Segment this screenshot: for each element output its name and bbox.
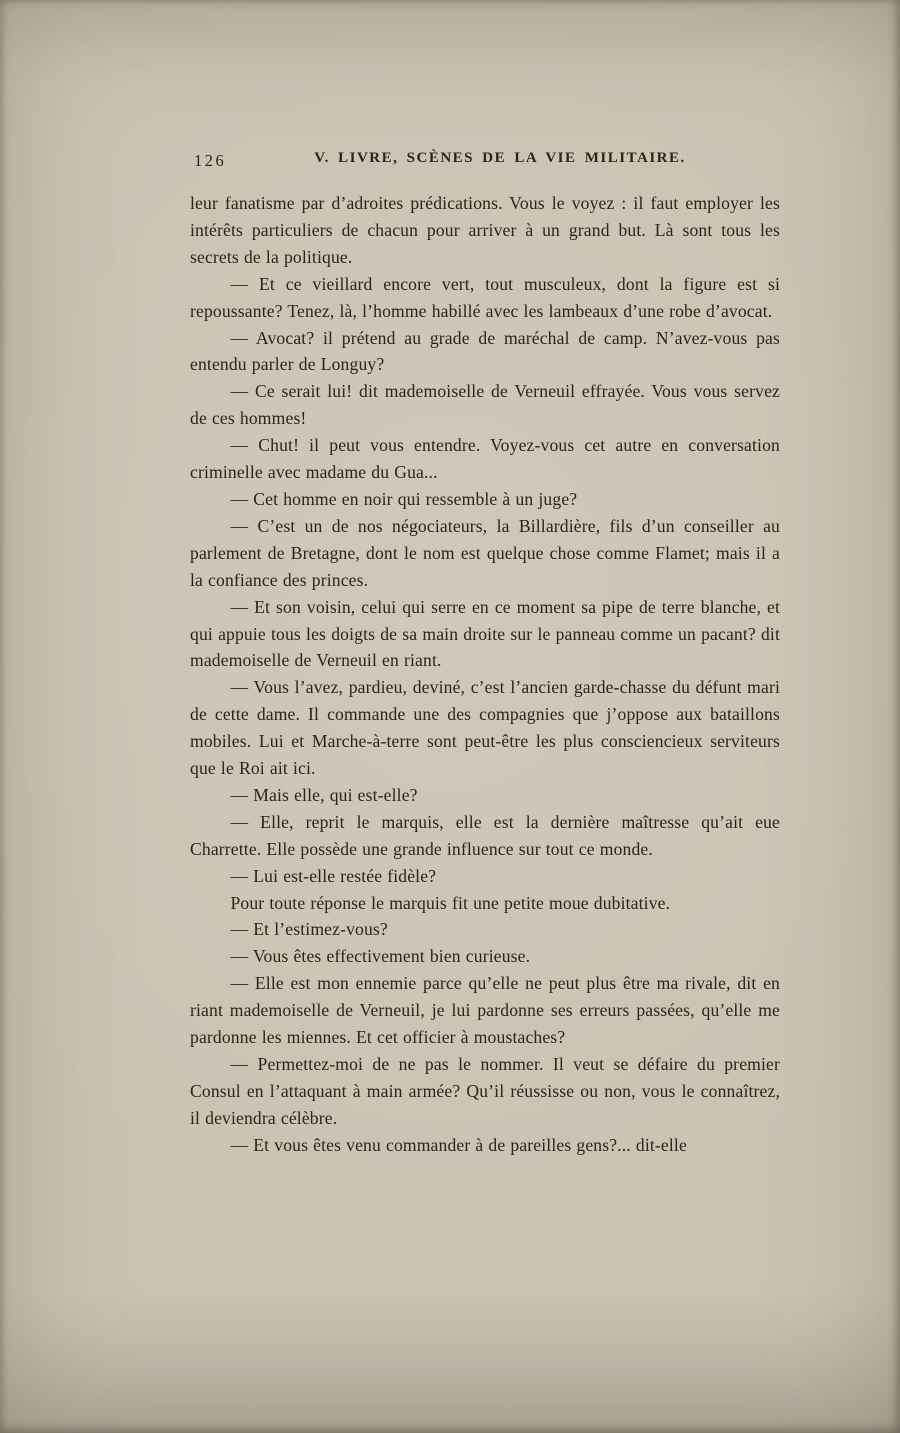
paragraph: — Elle est mon ennemie parce qu’elle ne peut plus être ma rivale, dit en riant mademoiselle de Verneuil, je lui pardonne ses erreurs passées, qu’elle me pardonne les miennes. Et cet officier à moustaches? [190,973,780,1048]
paragraph: — C’est un de nos négociateurs, la Billardière, fils d’un conseiller au parlement de Bretagne, dont le nom est quelque chose comme Flamet; mais il a la confiance des princes. [190,515,780,590]
paragraph: — Ce serait lui! dit mademoiselle de Verneuil effrayée. Vous vous servez de ces hommes! [190,381,780,429]
paragraph: — Vous êtes effectivement bien curieuse. [230,946,531,967]
paragraph: — Cet homme en noir qui ressemble à un juge? [230,488,578,509]
paragraph: — Mais elle, qui est-elle? [230,784,418,805]
paragraph: — Et l’estimez-vous? [230,919,388,940]
page-number: 126 [194,151,227,170]
text-block [190,190,780,1159]
page-header [190,150,780,174]
paragraph: leur fanatisme par d’adroites prédications. Vous le voyez : il faut employer les intérêts particuliers de chacun pour arriver à un grand but. Là sont tous les secrets de la politique. [190,193,780,267]
paragraph: — Permettez-moi de ne pas le nommer. Il veut se défaire du premier Consul en l’attaquant à main armée? Qu’il réussisse ou non, vous le connaîtrez, il deviendra célèbre. [190,1054,780,1128]
running-title: V. LIVRE, SCÈNES DE LA VIE MILITAIRE. [314,150,686,166]
paragraph: — Et ce vieillard encore vert, tout musculeux, dont la figure est si repoussante? Tenez, là, l’homme habillé avec les lambeaux d’une robe d’avocat. [190,273,780,321]
paragraph: — Chut! il peut vous entendre. Voyez-vous cet autre en conversation criminelle avec madame du Gua... [190,435,780,483]
paragraph: — Avocat? il prétend au grade de maréchal de camp. N’avez-vous pas entendu parler de Longuy? [190,327,780,375]
paragraph: — Vous l’avez, pardieu, deviné, c’est l’ancien garde-chasse du défunt mari de cette dame. Il commande une des compagnies que j’oppose aux bataillons mobiles. Lui et Marche-à-terre sont peut-être les plus consciencieux serviteurs que le Roi ait ici. [190,677,780,779]
paragraph: — Et vous êtes venu commander à de pareilles gens?... dit-elle [230,1134,687,1155]
book-page [190,150,780,1159]
paragraph: — Elle, reprit le marquis, elle est la dernière maîtresse qu’ait eue Charrette. Elle possède une grande influence sur tout ce monde. [190,811,780,859]
paragraph: — Et son voisin, celui qui serre en ce moment sa pipe de terre blanche, et qui appuie tous les doigts de sa main droite sur le panneau comme un pacant? dit mademoiselle de Verneuil en riant. [190,596,780,671]
paragraph: Pour toute réponse le marquis fit une petite moue dubitative. [230,892,671,913]
paragraph: — Lui est-elle restée fidèle? [230,865,437,886]
